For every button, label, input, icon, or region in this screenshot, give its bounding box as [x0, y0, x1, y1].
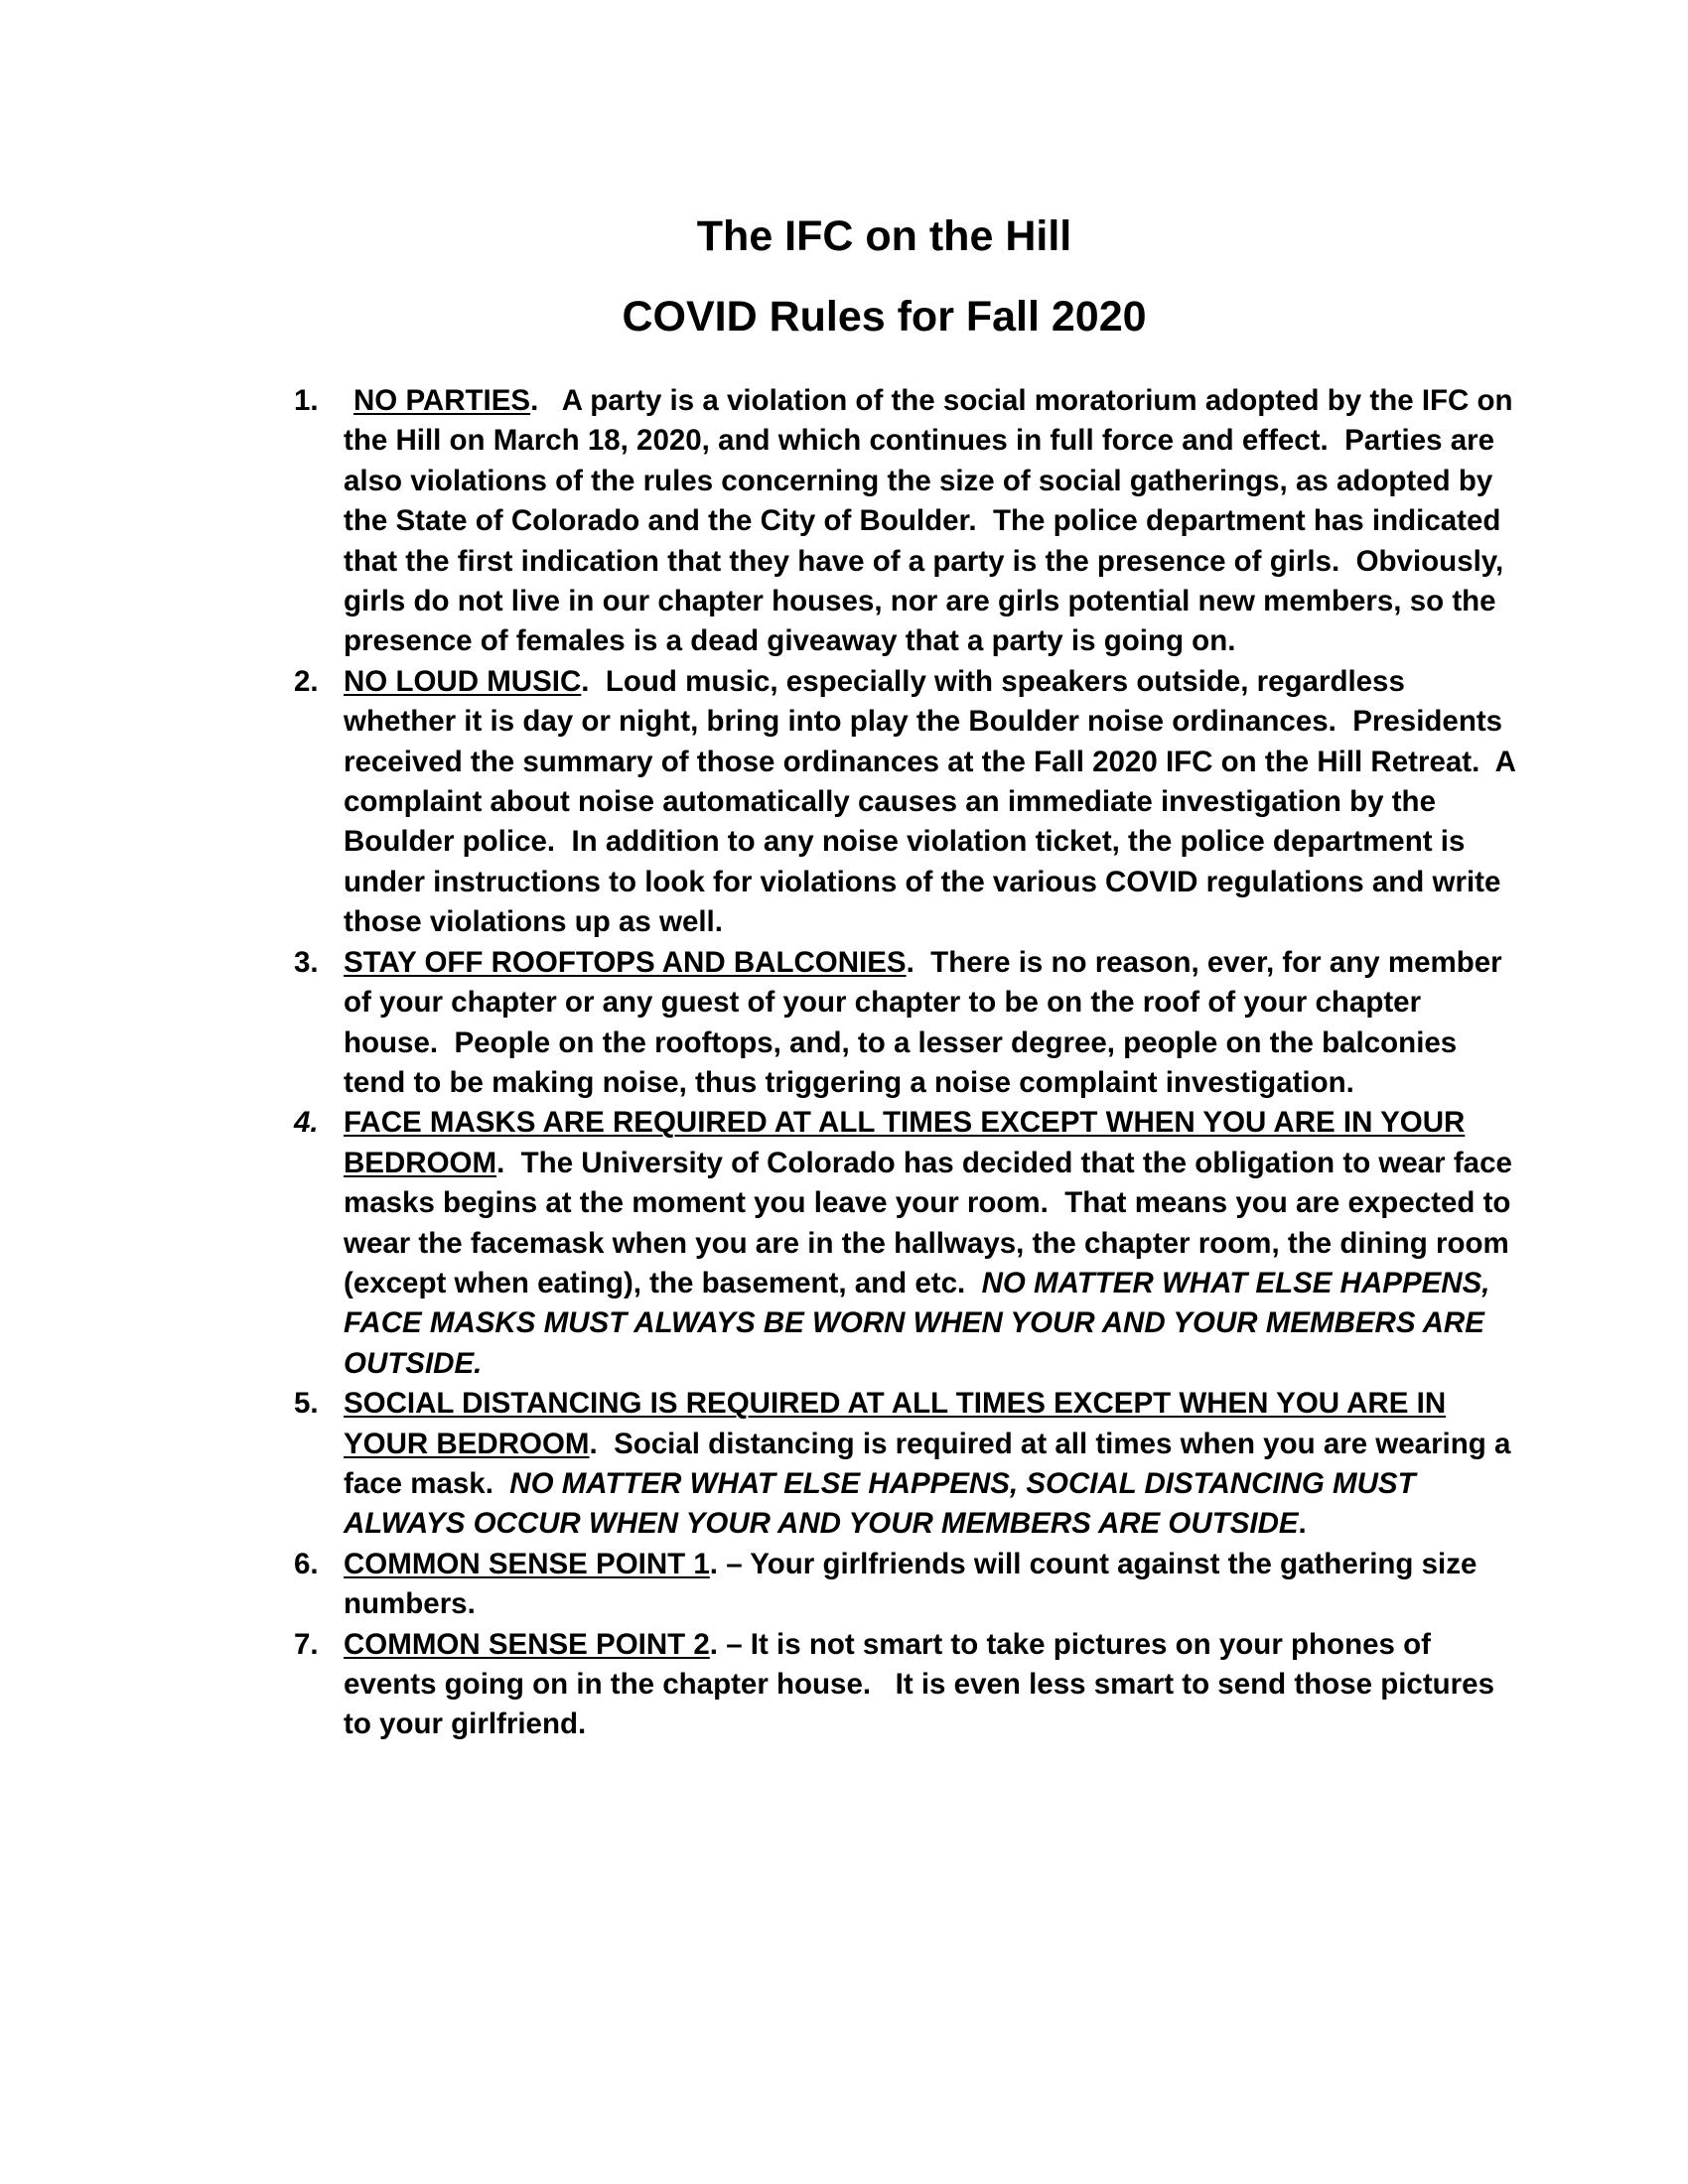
rule-number: 2. [294, 664, 319, 698]
page-title [0, 197, 1688, 357]
rule-heading-suffix: . [589, 1427, 598, 1460]
rule-number: 4. [294, 1106, 319, 1140]
rule-heading: NO PARTIES [353, 384, 531, 417]
rule-item-1 [294, 381, 1521, 662]
rule-emphasis: NO MATTER WHAT ELSE HAPPENS, FACE MASKS MUST ALWAYS BE WORN WHEN YOUR AND YOUR MEMBERS ARE OUTSIDE. [344, 1266, 1490, 1380]
rule-text: There is no reason, ever, for any member of your chapter or any guest of your chapter to be on the roof of your chapter house. People on the rooftops, and, to a lesser degree, people on the balconies tend to be making noise, thus triggering a noise complaint investigation. [344, 945, 1510, 1099]
rule-item-5 [294, 1384, 1519, 1545]
rule-number: 5. [294, 1387, 319, 1421]
rule-number: 1. [294, 384, 319, 417]
rule-number: 6. [294, 1547, 319, 1580]
rule-item-4 [294, 1103, 1521, 1384]
rules-list [294, 381, 1523, 1745]
rule-heading-suffix: . [581, 664, 590, 698]
rule-item-3 [294, 943, 1515, 1104]
title-line-1: The IFC on the Hill [696, 212, 1072, 260]
rule-item-2 [294, 662, 1523, 943]
rule-heading-suffix: . [906, 945, 914, 979]
rule-heading-suffix: . [709, 1547, 718, 1580]
rule-text: Loud music, especially with speakers outside, regardless whether it is day or night, bring into play the Boulder noise ordinances. Presidents received the summary of those ordinances at the Fall 2020 IFC on the Hill Retreat. A complaint about noise automatically causes an immediate investigation by the Boulder police. In addition to any noise violation ticket, the police department is under instructions to look for violations of the various COVID regulations and write those violations up as well. [344, 664, 1523, 939]
rule-heading: COMMON SENSE POINT 1 [344, 1547, 710, 1580]
rule-heading: NO LOUD MUSIC [344, 664, 582, 698]
rule-text: The University of Colorado has decided that the obligation to wear face masks begins at the moment you leave your room. That means you are expected to wear the facemask when you are in the hallways, the chapter room, the dining room (except when eating), the basement, and etc. [344, 1146, 1521, 1299]
rule-text: – Your girlfriends will count against the gathering size numbers. [344, 1547, 1485, 1621]
title-line-2: COVID Rules for Fall 2020 [622, 293, 1147, 341]
rule-item-7 [294, 1625, 1515, 1745]
rule-heading: FACE MASKS ARE REQUIRED AT ALL TIMES EXCEPT WHEN YOU ARE IN YOUR BEDROOM [344, 1106, 1466, 1179]
rule-heading-suffix: . [496, 1146, 505, 1179]
rule-text: A party is a violation of the social moratorium adopted by the IFC on the Hill on March 18, 2020, and which continues in full force and effect. Parties are also violations of the rules concerning the size of social gatherings, as adopted by the State of Colorado and the City of Boulder. The police department has indicated that the first indication that they have of a party is the presence of girls. Obviously, girls do not live in our chapter houses, nor are girls potential new members, so the presence of females is a dead giveaway that a party is going on. [344, 384, 1521, 658]
rule-emphasis: NO MATTER WHAT ELSE HAPPENS, SOCIAL DISTANCING MUST ALWAYS OCCUR WHEN YOUR AND YOUR MEMBERS ARE OUTSIDE [344, 1466, 1416, 1541]
rule-number: 7. [294, 1627, 319, 1661]
rule-heading-suffix: . [530, 384, 539, 417]
rule-text: – It is not smart to take pictures on your phones of events going on in the chapter house. It is even less smart to send those pictures to your girlfriend. [344, 1627, 1503, 1741]
rule-item-6 [294, 1545, 1515, 1625]
rule-heading: STAY OFF ROOFTOPS AND BALCONIES [344, 945, 907, 979]
rule-heading: SOCIAL DISTANCING IS REQUIRED AT ALL TIMES EXCEPT WHEN YOU ARE IN YOUR BEDROOM [344, 1387, 1447, 1460]
rule-text: Social distancing is required at all times when you are wearing a face mask. [344, 1427, 1519, 1500]
rule-heading-suffix: . [709, 1627, 718, 1661]
rule-number: 3. [294, 945, 319, 979]
rule-heading: COMMON SENSE POINT 2 [344, 1627, 710, 1661]
rule-tail: . [1298, 1507, 1307, 1541]
